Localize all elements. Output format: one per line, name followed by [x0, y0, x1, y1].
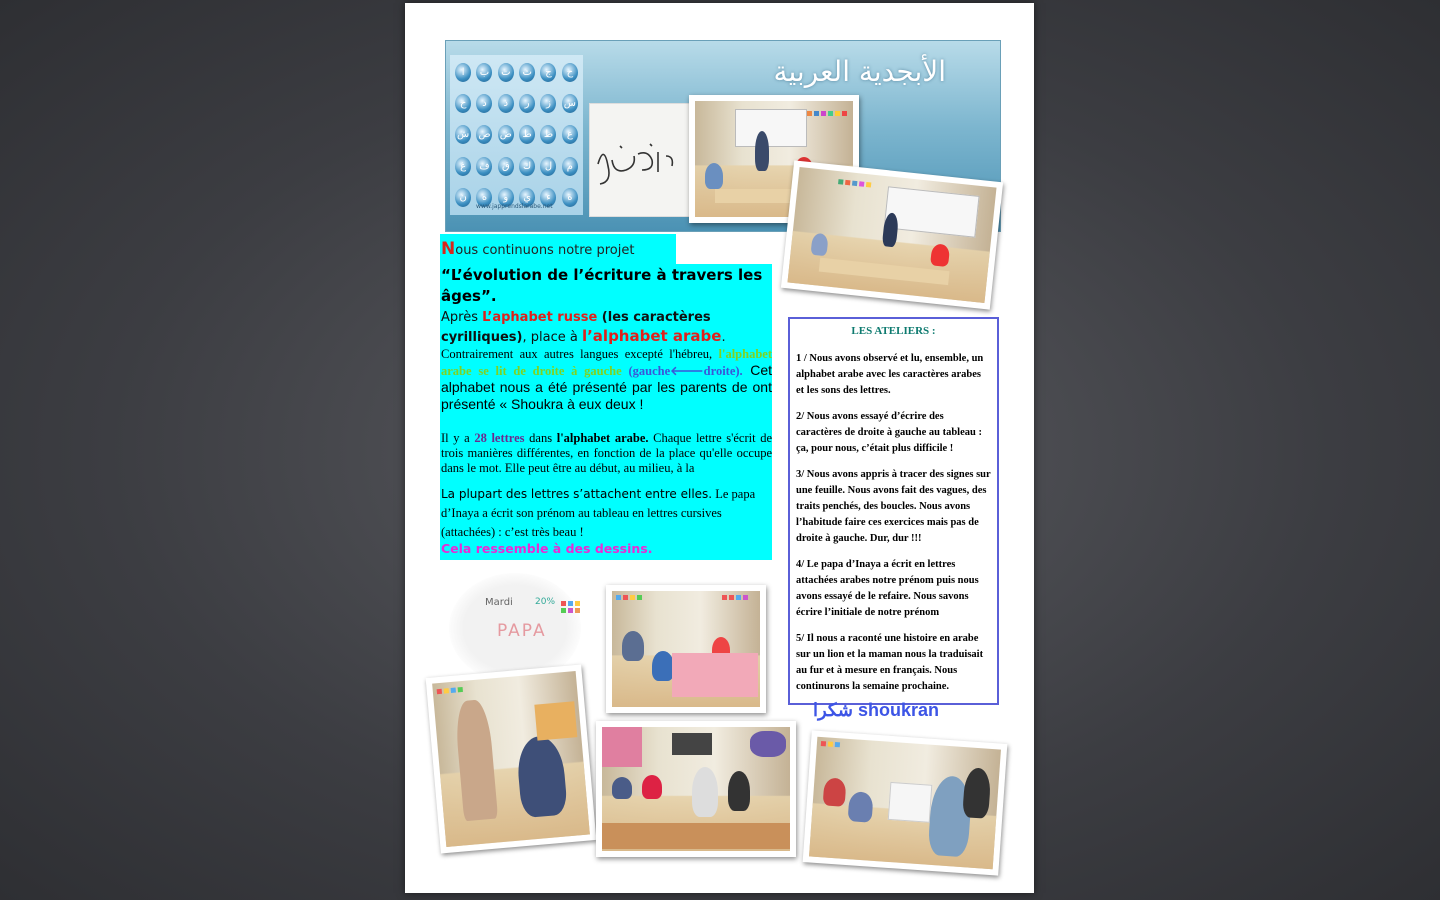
p2-end: Chaque lettre s'écrit de trois manières différentes, en fonction de la place qu'elle occupe dans le mot. Elle peut être au début, au milieu, à la: [441, 431, 772, 475]
classroom-photo-3: [606, 585, 766, 713]
alphabet-letter: ش: [455, 125, 471, 144]
drop-cap: N: [441, 239, 456, 259]
classroom-photo-4: [426, 665, 597, 854]
alphabet-letter: ة: [562, 188, 578, 207]
alphabet-letter: ط: [519, 125, 535, 144]
p2-bold: l'alphabet arabe.: [556, 431, 649, 445]
whiteboard-line2: 20%: [535, 597, 556, 607]
cyrillic-label: (les caractères cyrilliques): [441, 310, 711, 345]
classroom-photo-5: [596, 721, 796, 857]
russian-alphabet-label: L’aphabet russe: [482, 310, 598, 325]
p1-presented: Cet alphabet nous a été présenté par les parents de ont présenté « Shoukra à eux deux !: [441, 362, 772, 412]
p1-blue2: droite).: [703, 364, 743, 378]
alphabet-letter: ن: [455, 188, 471, 207]
drawings-line: Cela ressemble à des dessins.: [441, 541, 653, 556]
arabic-title: الأبجدية العربية: [773, 55, 946, 88]
project-title: “L’évolution de l’écriture à travers les âges”.: [441, 266, 763, 305]
alphabet-letter: ب: [476, 63, 492, 82]
alphabet-letter: ق: [498, 157, 514, 176]
alphabet-letter: ث: [519, 63, 535, 82]
alphabet-letter: م: [562, 157, 578, 176]
whiteboard-line1: Mardi: [485, 597, 513, 608]
alphabet-source-url: www.japprendslarabe.net: [476, 203, 553, 210]
letter-count: 28 lettres: [474, 431, 525, 445]
alphabet-letter: ر: [519, 94, 535, 113]
atelier-item: 5/ Il nous a raconté une histoire en arabe sur un lion et la maman nous la traduisait au fur et à mesure en français. Nous continurons la semaine prochaine.: [796, 633, 984, 692]
alphabet-letter: ه: [476, 188, 492, 207]
newsletter-page: [405, 3, 1034, 893]
whiteboard-writing-image: [589, 103, 695, 217]
p1-green: l'alphabet arabe se lit de droite à gauche: [441, 347, 772, 378]
alphabet-letter: د: [476, 94, 492, 113]
atelier-item: 1 / Nous avons observé et lu, ensemble, un alphabet arabe avec les caractères arabes et les sons des lettres.: [796, 353, 984, 396]
alphabet-letter: ض: [498, 125, 514, 144]
alphabet-letter: ل: [540, 157, 556, 176]
thanks-text: شكرا shoukran: [813, 700, 939, 720]
atelier-item: 3/ Nous avons appris à tracer des signes sur une feuille. Nous avons fait des vagues, des traits penchés, des boucles. Nous avons l’habitude faire ces exercices mais pas de droite à gauche. Dur, dur !!!: [796, 469, 991, 544]
alphabet-letter: ك: [519, 157, 535, 176]
atelier-item: 4/ Le papa d’Inaya a écrit en lettres attachées arabes notre prénom puis nous avons essayé de le refaire. Nous savons écrire l’initiale de notre prénom: [796, 559, 979, 618]
alphabet-letter: ي: [519, 188, 535, 207]
alphabet-letter: ا: [455, 63, 471, 82]
alphabet-letter: ح: [562, 63, 578, 82]
alphabet-letter: و: [498, 188, 514, 207]
p1-blue: (gauche: [628, 364, 671, 378]
p1-start: Contrairement aux autres langues excepté l'hébreu,: [441, 347, 719, 361]
after-prefix: Après: [441, 310, 483, 325]
paragraph-cursive: [441, 485, 772, 542]
ateliers-heading: LES ATELIERS :: [851, 325, 936, 337]
paragraph-direction: [441, 347, 772, 413]
whiteboard-line3: PAPA: [497, 621, 547, 641]
alphabet-letter: ذ: [498, 94, 514, 113]
place-text: , place à: [522, 330, 582, 345]
alphabet-letter: ز: [540, 94, 556, 113]
left-arrow-icon: 🡐: [670, 364, 704, 378]
alphabet-transition: [441, 308, 771, 347]
p2-start: Il y a: [441, 431, 475, 445]
alphabet-letter: س: [562, 94, 578, 113]
alphabet-letter: ع: [562, 125, 578, 144]
atelier-item: 2/ Nous avons essayé d’écrire des caractères de droite à gauche au tableau : ça, pour nous, c’était plus difficile !: [796, 411, 982, 454]
alphabet-letter: خ: [455, 94, 471, 113]
classroom-photo-6: [803, 730, 1008, 875]
intro-line: [441, 239, 634, 259]
alphabet-letter: ف: [476, 157, 492, 176]
alphabet-letter: ص: [476, 125, 492, 144]
intro-text: ous continuons notre projet: [455, 243, 635, 258]
p2-mid: dans: [524, 431, 557, 445]
p3-hand: La plupart des lettres s’attachent entre elles.: [441, 487, 713, 501]
alphabet-chart-image: [450, 55, 583, 215]
alphabet-letter: ج: [540, 63, 556, 82]
ateliers-box: [788, 317, 999, 705]
alphabet-letter: ظ: [540, 125, 556, 144]
arabic-alphabet-label: l’alphabet arabe: [581, 327, 722, 345]
p3-end: Le papa d’Inaya a écrit son prénom au tableau en lettres cursives (attachées) : c’est très beau !: [441, 487, 756, 539]
classroom-photo-2: [781, 160, 1003, 309]
paragraph-letters: [441, 431, 772, 479]
alphabet-letter: ت: [498, 63, 514, 82]
period: .: [721, 330, 726, 345]
alphabet-letter: غ: [455, 157, 471, 176]
alphabet-letter: ء: [540, 188, 556, 207]
